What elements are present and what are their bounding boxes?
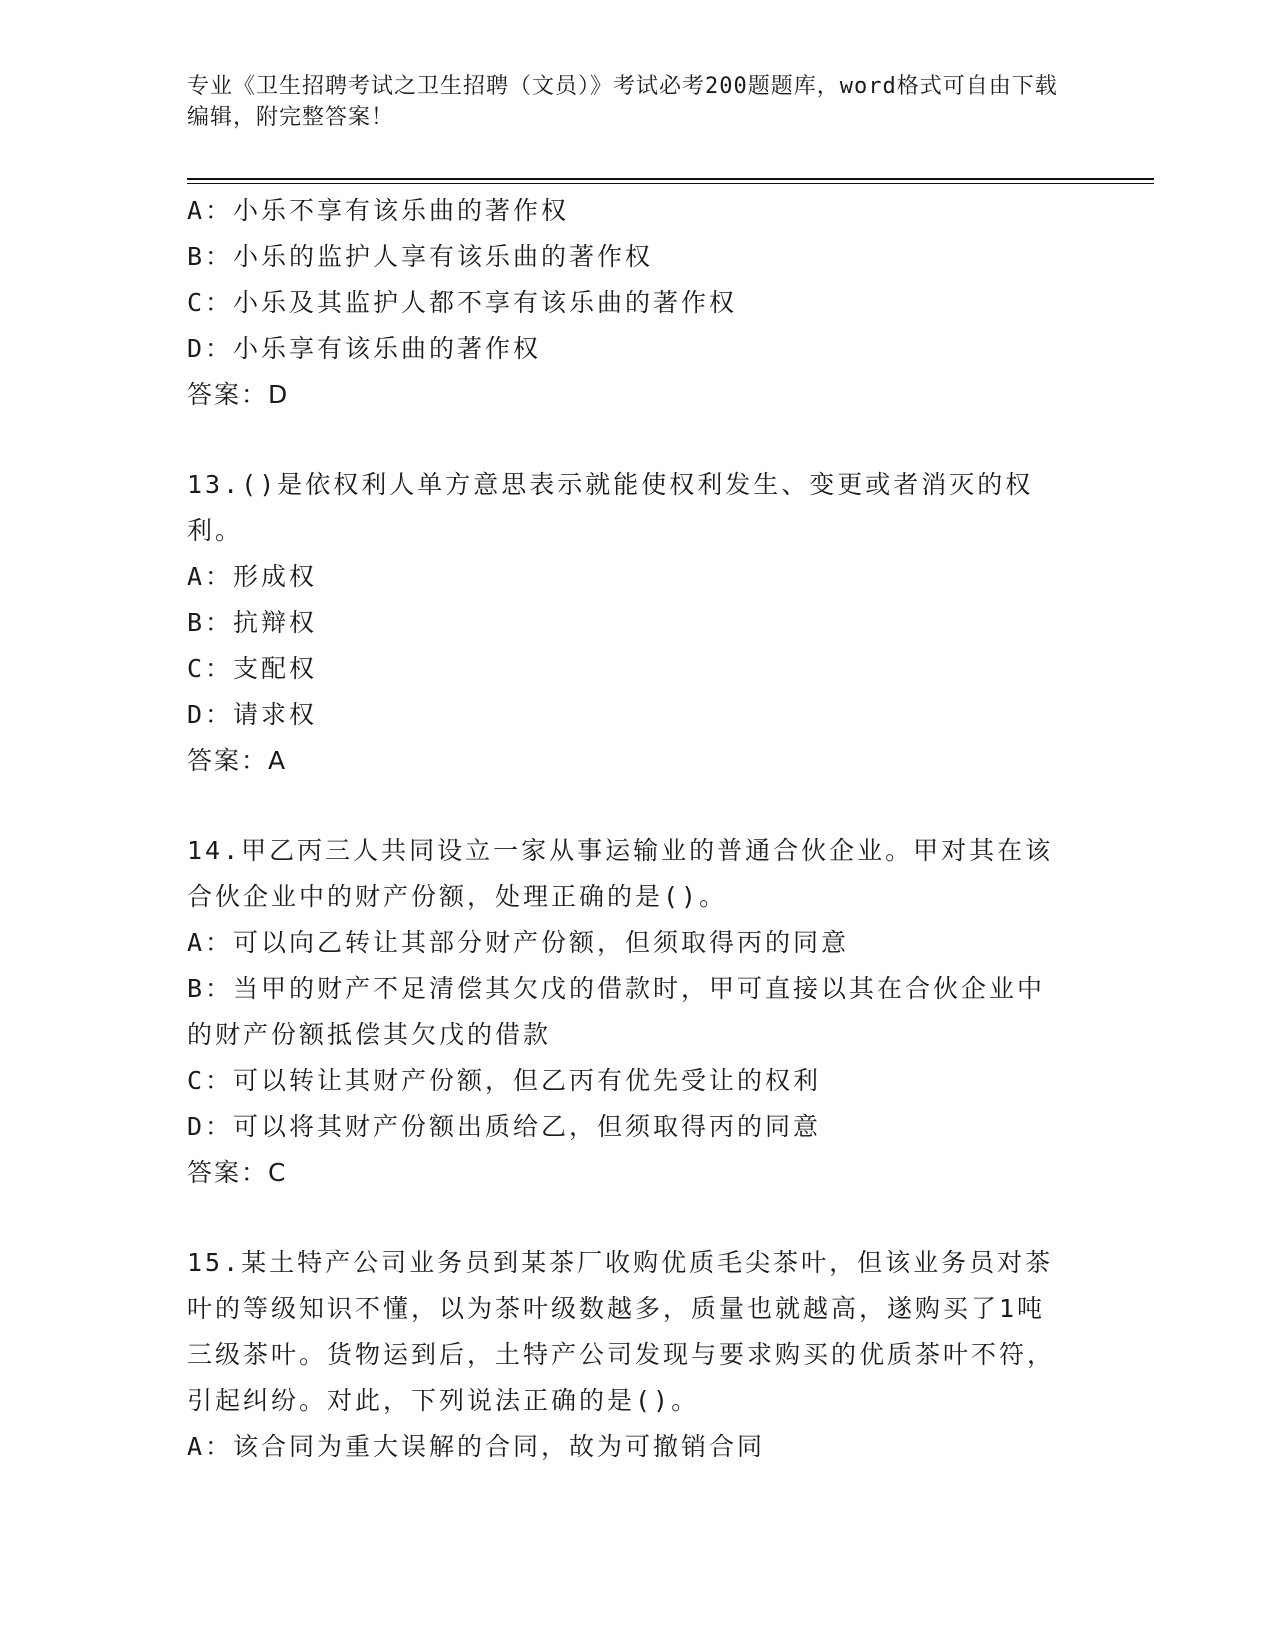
question-14-block [187,828,1067,1196]
answer-label: 答案：D [187,380,290,409]
question-stem: 13.()是依权利人单方意思表示就能使权利发生、变更或者消灭的权利。 [187,470,1034,545]
option-a: A：该合同为重大误解的合同，故为可撤销合同 [187,1432,766,1461]
option-a: A：小乐不享有该乐曲的著作权 [187,196,570,225]
option-b: B：小乐的监护人享有该乐曲的著作权 [187,242,654,271]
option-a: A：可以向乙转让其部分财产份额，但须取得丙的同意 [187,928,850,957]
document-header [187,71,1067,133]
answer-label: 答案：A [187,746,288,775]
question-13-block [187,462,1067,784]
option-b: B：当甲的财产不足清偿其欠戊的借款时，甲可直接以其在合伙企业中的财产份额抵偿其欠戊的借款 [187,974,1046,1049]
question-content [187,188,1067,1470]
question-stem: 14.甲乙丙三人共同设立一家从事运输业的普通合伙企业。甲对其在该合伙企业中的财产份额，处理正确的是()。 [187,836,1054,911]
option-c: C：小乐及其监护人都不享有该乐曲的著作权 [187,288,738,317]
header-intro: 专业《卫生招聘考试之卫生招聘（文员）》考试必考200题题库，word格式可自由下载编辑，附完整答案！ [187,74,1058,130]
answer-label: 答案：C [187,1158,288,1187]
question-15-block [187,1240,1067,1470]
option-c: C：可以转让其财产份额，但乙丙有优先受让的权利 [187,1066,822,1095]
header-divider-thin [187,183,1154,184]
option-d: D：可以将其财产份额出质给乙，但须取得丙的同意 [187,1112,822,1141]
option-c: C：支配权 [187,654,318,683]
option-d: D：请求权 [187,700,318,729]
question-12-block [187,188,1067,418]
header-divider-thick [187,178,1154,180]
option-d: D：小乐享有该乐曲的著作权 [187,334,542,363]
option-b: B：抗辩权 [187,608,318,637]
option-a: A：形成权 [187,562,318,591]
question-stem: 15.某土特产公司业务员到某茶厂收购优质毛尖茶叶，但该业务员对茶叶的等级知识不懂，以为茶叶级数越多，质量也就越高，遂购买了1吨三级茶叶。货物运到后，土特产公司发现与要求购买的优质茶叶不符，引起纠纷。对此，下列说法正确的是()。 [187,1248,1056,1415]
